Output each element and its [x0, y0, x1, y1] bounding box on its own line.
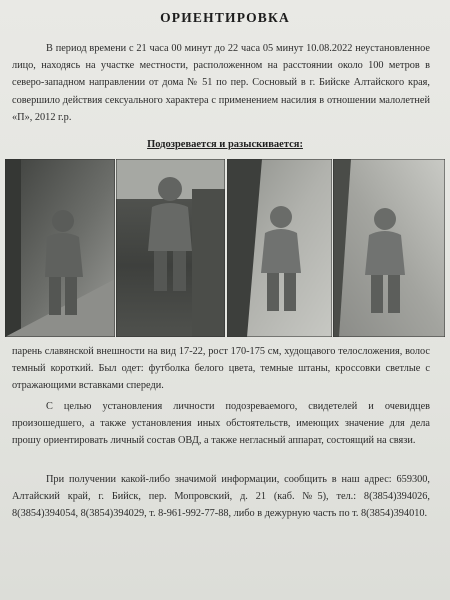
wanted-subheading: Подозревается и разыскивается: [147, 139, 303, 150]
surveillance-photo-3 [227, 159, 332, 337]
person-placeholder-icon [227, 159, 332, 337]
person-placeholder-icon [5, 159, 115, 337]
suspect-description: парень славянской внешности на вид 17-22, рост 170-175 см, худощавого телосложения, волос темный короткий. Был одет: футболка белого цвета, темные штаны, кроссовки светлые с отражающими вставками спереди. [12, 346, 430, 392]
request-paragraph: С целью установления личности подозреваемого, свидетелей и очевидцев произошедшего, а также установления иных обстоятельств, имеющих значение для дела прошу ориентировать личный состав ОВД, а также негласный аппарат, состоящий на связи. [12, 401, 430, 447]
surveillance-photo-1 [5, 159, 115, 337]
surveillance-photo-4 [333, 159, 445, 337]
document-title: ОРИЕНТИРОВКА [160, 10, 290, 25]
incident-paragraph: В период времени с 21 часа 00 минут до 22 часа 05 минут 10.08.2022 неустановленное лицо, находясь на участке местности, расположенном на расстоянии около 100 метров в северо-западном направлении от дома № 51 по пер. Сосновый в г. Бийске Алтайского края, совершило действия сексуального характера с применением насилия в отношении малолетней «П», 2012 г.р. [12, 43, 430, 123]
photo-strip [5, 159, 445, 337]
person-placeholder-icon [333, 159, 445, 337]
person-placeholder-icon [116, 159, 225, 337]
contact-paragraph: При получении какой-либо значимой информации, сообщить в наш адрес: 659300, Алтайский край, г. Бийск, пер. Мопровский, д. 21 (каб. №5), тел.: 8(3854)394026, 8(3854)394054, 8(3854)394029, т. 8-961-992-77-88, либо в дежурную часть по т. 8(3854)394010. [12, 474, 430, 520]
surveillance-photo-2 [116, 159, 225, 337]
